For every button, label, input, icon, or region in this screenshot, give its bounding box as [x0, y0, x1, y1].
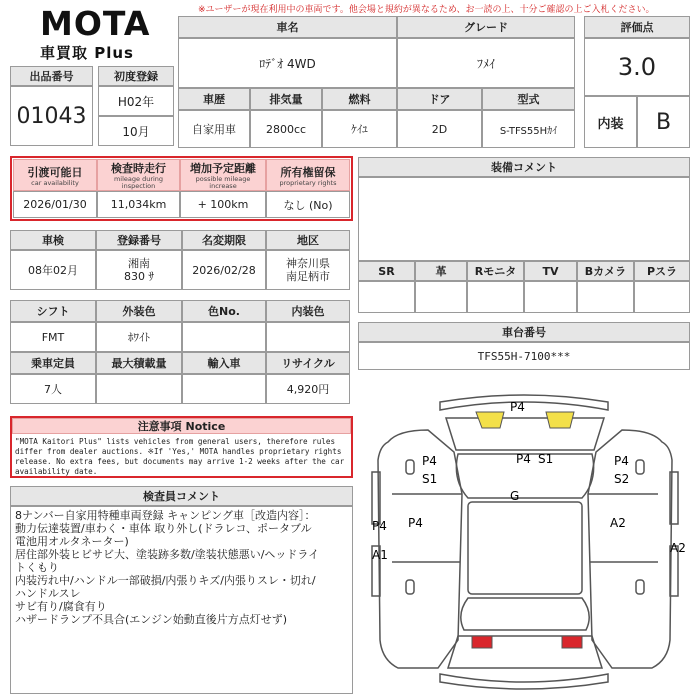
shift-value: FMT	[10, 322, 96, 352]
shift-header: シフト	[10, 300, 96, 322]
ownership-header	[266, 159, 350, 191]
equip-tv-header: TV	[524, 261, 577, 281]
import-header: 輸入車	[182, 352, 266, 374]
interior-color-header: 内装色	[266, 300, 350, 322]
availability-date-value: 2026/01/30	[13, 191, 97, 218]
ownership-header-jp: 所有権留保	[280, 165, 336, 179]
grade-header: グレード	[397, 16, 575, 38]
inspector-header: 検査員コメント	[10, 486, 353, 506]
equip-power-slide-value	[634, 281, 690, 313]
door-value: 2D	[397, 110, 482, 148]
inspection-header: 車検	[10, 230, 96, 250]
ownership-header-en: proprietary rights	[279, 178, 337, 187]
equip-power-slide-header: Pスラ	[634, 261, 690, 281]
chassis-value: TFS55H-7100***	[358, 342, 690, 370]
registration-region: 湘南	[128, 257, 150, 270]
notice-title: 注意事項 Notice	[137, 420, 226, 433]
availability-date-header-jp: 引渡可能日	[27, 165, 83, 179]
registration-number-header: 登録番号	[96, 230, 182, 250]
front-left-headlight-highlight	[476, 412, 504, 428]
registration-number-value	[96, 250, 182, 290]
displacement-header: 排気量	[250, 88, 322, 110]
import-value	[182, 374, 266, 404]
front-right-headlight-highlight	[546, 412, 574, 428]
diagram-label-left-front: P4	[422, 454, 437, 468]
equip-leather-value	[415, 281, 467, 313]
rear-left-lamp-highlight	[472, 636, 492, 648]
top-warning-note: ※ユーザーが現在利用中の車両です。他会場と規約が異なるため、お一読の上、十分ご確認の上ご入札ください。	[198, 5, 655, 15]
brand-logo: MOTA	[40, 4, 151, 43]
mileage-header-en1: mileage during	[113, 175, 164, 183]
interior-header: 内装	[584, 96, 637, 148]
notice-text: "MOTA Kaitori Plus" lists vehicles from general users, therefore rules differ from dealer auctions. ※If 'Yes,' MOTA handles proprietary rights release. No extra fees, but documents may arrive 1-2 weeks after the car availability date.	[15, 437, 345, 476]
recycle-header: リサイクル	[266, 352, 350, 374]
equip-sr-value	[358, 281, 415, 313]
interior-color-value	[266, 322, 350, 352]
name-change-header: 名変期限	[182, 230, 266, 250]
left-rear-light	[406, 580, 414, 594]
brand-subtitle: 車買取 Plus	[40, 44, 134, 62]
diagram-label-left-edge-p4: P4	[372, 519, 387, 533]
right-mirror	[636, 460, 644, 474]
door-header: ドア	[397, 88, 482, 110]
mileage-increase-header-jp: 増加予定距離	[190, 162, 256, 175]
notice-header	[12, 418, 351, 434]
max-load-value	[96, 374, 182, 404]
history-value: 自家用車	[178, 110, 250, 148]
car-name-header: 車名	[178, 16, 397, 38]
first-registration-header: 初度登録	[98, 66, 174, 86]
rear-right-lamp-highlight	[562, 636, 582, 648]
diagram-label-right-edge-a2: A2	[670, 541, 686, 555]
diagram-label-left-front-s1: S1	[422, 472, 438, 486]
left-mirror	[406, 460, 414, 474]
diagram-label-roof-g: G	[510, 489, 520, 503]
mileage-header-en2: inspection	[121, 182, 156, 190]
inspection-value: 08年02月	[10, 250, 96, 290]
inspector-comment: 8ナンバー自家用特種車両登録 キャンピング車［改造内容］： 動力伝達装置/車わく・車体 取り外し(ドラレコ、ポータブル 電池用オルタネーター) 居住部外装ヒビサビ大、塗装跡多数/塗装状態悪い/ヘッドライ トくもり 内装汚れ中/ハンドル一部破損/内張りキズ/内張りスレ・切れ/ ハンドルスレ サビ有り/腐食有り ハザードランプ不具合(エンジン始動直後片方点灯せず)	[10, 506, 353, 694]
max-load-header: 最大積載量	[96, 352, 182, 374]
area-value	[266, 250, 350, 290]
diagram-label-front-bumper: P4	[510, 400, 525, 414]
availability-date-header-en: car availability	[31, 178, 79, 187]
history-header: 車歴	[178, 88, 250, 110]
chassis-header: 車台番号	[358, 322, 690, 342]
first-registration-month: 10月	[98, 116, 174, 146]
right-side-body-shape	[588, 430, 672, 668]
right-rear-light	[636, 580, 644, 594]
diagram-label-windshield-s1: S1	[538, 452, 554, 466]
equip-back-camera-header: Bカメラ	[577, 261, 634, 281]
capacity-header: 乗車定員	[10, 352, 96, 374]
model-header: 型式	[482, 88, 575, 110]
area-header: 地区	[266, 230, 350, 250]
equip-rear-monitor-value	[467, 281, 524, 313]
diagram-label-windshield-p4: P4	[516, 452, 531, 466]
color-number-header: 色No.	[182, 300, 266, 322]
diagram-label-right-front: P4	[614, 454, 629, 468]
rear-bumper-shape	[440, 674, 608, 689]
lot-number-value: 01043	[10, 86, 93, 146]
area-city: 南足柄市	[286, 270, 330, 283]
mileage-increase-header-en2: increase	[209, 182, 237, 190]
model-value: S-TFS55Hｶｲ	[482, 110, 575, 148]
equip-leather-header: 革	[415, 261, 467, 281]
diagram-label-right-door: A2	[610, 516, 626, 530]
hood-shape	[446, 418, 604, 450]
displacement-value: 2800cc	[250, 110, 322, 148]
area-prefecture: 神奈川県	[286, 257, 330, 270]
exterior-color-value: ﾎﾜｲﾄ	[96, 322, 182, 352]
rear-window-shape	[461, 598, 589, 630]
color-number-value	[182, 322, 266, 352]
equip-back-camera-value	[577, 281, 634, 313]
grade-value: ﾌﾒｲ	[397, 38, 575, 88]
recycle-value: 4,920円	[266, 374, 350, 404]
exterior-color-header: 外装色	[96, 300, 182, 322]
mileage-increase-header-en1: possible mileage	[195, 175, 251, 183]
equipment-comment-area	[358, 177, 690, 261]
fuel-header: 燃料	[322, 88, 397, 110]
left-side-body-shape	[378, 430, 462, 668]
equip-sr-header: SR	[358, 261, 415, 281]
availability-date-header	[13, 159, 97, 191]
equipment-header: 装備コメント	[358, 157, 690, 177]
equip-tv-value	[524, 281, 577, 313]
roof-shape	[468, 502, 582, 594]
ownership-value: なし (No)	[266, 191, 350, 218]
mileage-increase-value: + 100km	[180, 191, 266, 218]
registration-code: 830 ｻ	[124, 270, 154, 283]
interior-value: B	[637, 96, 690, 148]
car-name-value: ﾛﾃﾞｵ 4WD	[178, 38, 397, 88]
rating-value: 3.0	[584, 38, 690, 96]
name-change-value: 2026/02/28	[182, 250, 266, 290]
rating-header: 評価点	[584, 16, 690, 38]
mileage-increase-header	[180, 159, 266, 191]
capacity-value: 7人	[10, 374, 96, 404]
diagram-label-left-edge-a1: A1	[372, 548, 388, 562]
mileage-header	[97, 159, 180, 191]
mileage-value: 11,034km	[97, 191, 180, 218]
mileage-header-jp: 検査時走行	[111, 162, 166, 175]
diagram-label-right-front-s2: S2	[614, 472, 630, 486]
lot-number-header: 出品番号	[10, 66, 93, 86]
first-registration-year: H02年	[98, 86, 174, 116]
car-damage-diagram	[358, 390, 692, 696]
diagram-label-left-door: P4	[408, 516, 423, 530]
fuel-value: ｹｲﾕ	[322, 110, 397, 148]
equip-rear-monitor-header: Rモニタ	[467, 261, 524, 281]
